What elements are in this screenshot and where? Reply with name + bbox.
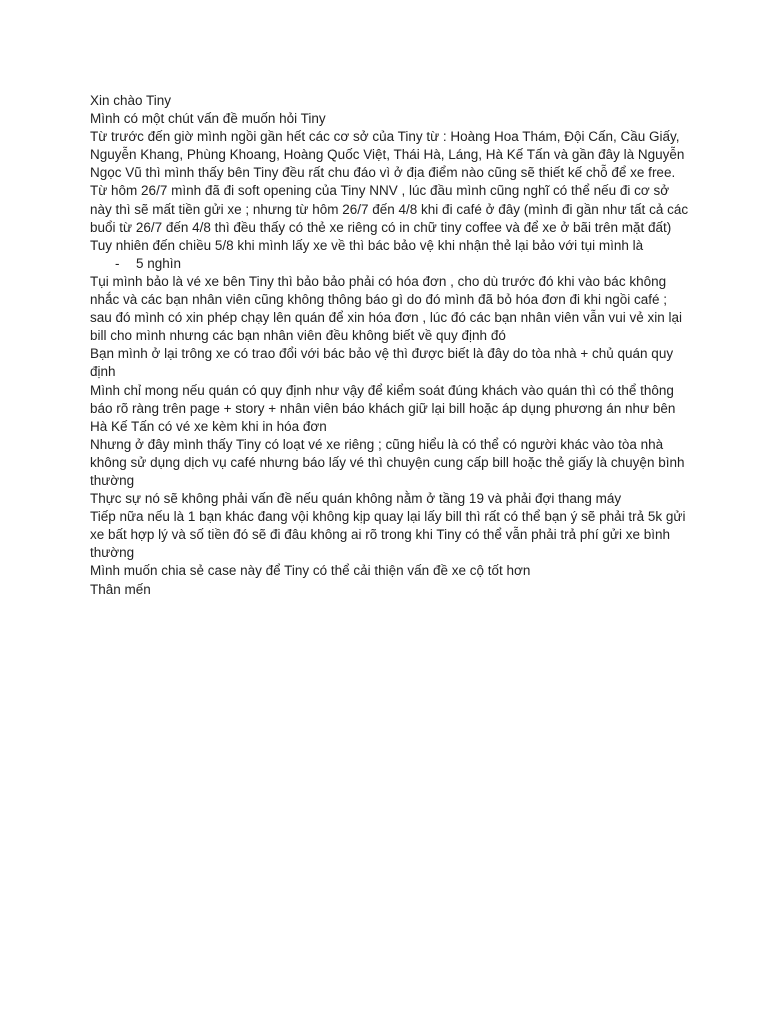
bullet-item [90, 255, 690, 273]
receipt-paragraph: Tụi mình bảo là vé xe bên Tiny thì bảo bảo phải có hóa đơn , cho dù trước đó khi vào bác không nhắc và các bạn nhân viên cũng không thông báo gì do đó mình đã bỏ hóa đơn đi khi ngồi café ; sau đó mình có xin phép chạy lên quán để xin hóa đơn , lúc đó các bạn nhân viên vẫn vui vẻ xin lại bill cho mình nhưng các bạn nhân viên đều không biết về quy định đó [90, 273, 682, 344]
locations-paragraph: Từ trước đến giờ mình ngồi gần hết các cơ sở của Tiny từ : Hoàng Hoa Thám, Đội Cấn, Cầu Giấy, Nguyễn Khang, Phùng Khoang, Hoàng Quốc Việt, Thái Hà, Láng, Hà Kế Tấn và gần đây là Nguyễn Ngọc Vũ thì mình thấy bên Tiny đều rất chu đáo vì ở địa điểm nào cũng sẽ thiết kế chỗ để xe free. [90, 129, 685, 181]
greeting-paragraph: Xin chào Tiny [90, 93, 172, 108]
signoff-paragraph: Thân mến [90, 581, 151, 597]
fee-paragraph: Tiếp nữa nếu là 1 bạn khác đang vội không kịp quay lại lấy bill thì rất có thể bạn ý sẽ phải trả 5k gửi xe bất hợp lý và số tiền đó sẽ đi đâu không ai rõ trong khi Tiny có thể vẫn phải trả phí gửi xe bình thường [90, 509, 686, 561]
building-rule-paragraph: Bạn mình ở lại trông xe có trao đổi với bác bảo vệ thì được biết là đây do tòa nhà + chủ quán quy định [90, 346, 674, 380]
ticket-paragraph: Nhưng ở đây mình thấy Tiny có loạt vé xe riêng ; cũng hiểu là có thể có người khác vào tòa nhà không sử dụng dịch vụ café nhưng báo lấy vé thì chuyện cung cấp bill hoặc thẻ giấy là chuyện bình thường [90, 436, 685, 488]
soft-opening-paragraph: Từ hôm 26/7 mình đã đi soft opening của Tiny NNV , lúc đầu mình cũng nghĩ có thể nếu đi cơ sở này thì sẽ mất tiền gửi xe ; nhưng từ hôm 26/7 đến 4/8 khi đi café ở đây (mình đi gần như tất cả các buổi từ 26/7 đến 4/8 thì đều thấy có thẻ xe riêng có in chữ tiny coffee và để xe ở bãi trên mặt đất) [90, 183, 689, 235]
incident-paragraph: Tuy nhiên đến chiều 5/8 khi mình lấy xe về thì bác bảo vệ khi nhận thẻ lại bảo với tụi mình là [90, 237, 644, 253]
bullet-text: 5 nghìn [136, 255, 182, 271]
intro-paragraph: Mình có một chút vấn đề muốn hỏi Tiny [90, 111, 326, 127]
elevator-paragraph: Thực sự nó sẽ không phải vấn đề nếu quán không nằm ở tầng 19 và phải đợi thang máy [90, 491, 622, 507]
suggestion-paragraph: Mình chỉ mong nếu quán có quy định như vậy để kiểm soát đúng khách vào quán thì có thể thông báo rõ ràng trên page + story + nhân viên báo khách giữ lại bill hoặc áp dụng phương án như bên Hà Kế Tấn có vé xe kèm khi in hóa đơn [90, 382, 676, 434]
bullet-marker: - [115, 255, 120, 271]
document-body [90, 92, 690, 599]
closing-paragraph: Mình muốn chia sẻ case này để Tiny có thể cải thiện vấn đề xe cộ tốt hơn [90, 563, 531, 579]
